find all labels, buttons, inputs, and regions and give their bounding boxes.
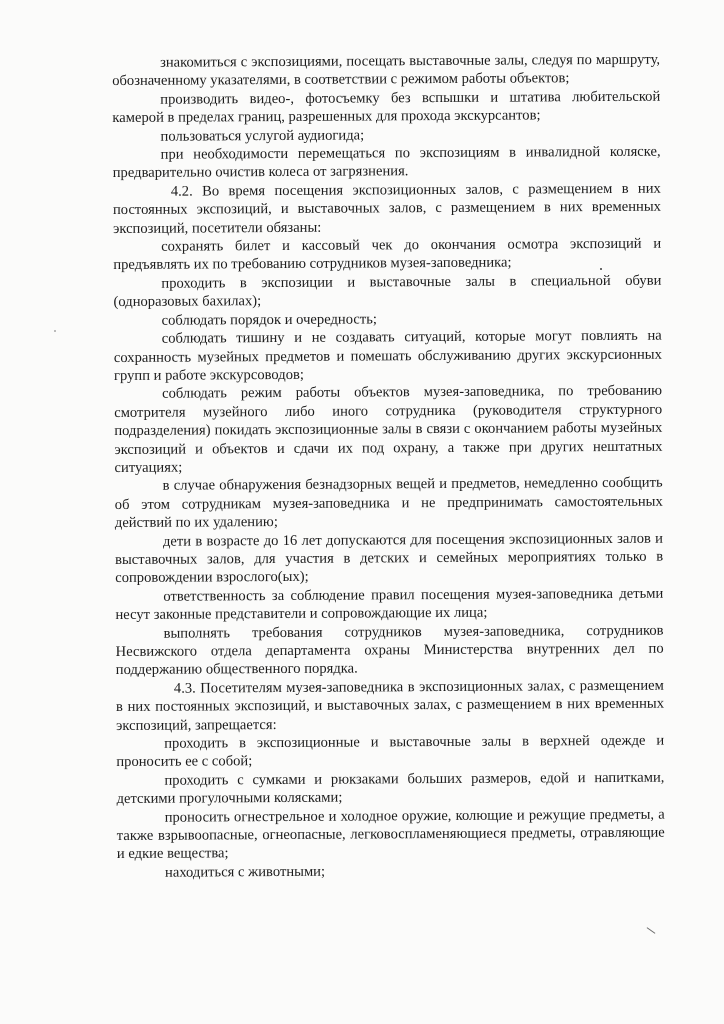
- paragraph-unattended-items: в случае обнаружения безнадзорных вещей и предметов, немедленно сообщить об этом сотрудникам музея-заповедника и не предпринимать самостоятельных действий по их удалению;: [114, 474, 663, 532]
- scan-speck: [600, 268, 602, 270]
- paragraph-weapons: проносить огнестрельное и холодное оружие, колющие и режущие предметы, а также взрывоопасные, огнеопасные, легковоспламеняющиеся предметы, отравляющие и едкие вещества;: [116, 806, 665, 863]
- paragraph-children-age: дети в возрасте до 16 лет допускаются для посещения экспозиционных залов и выставочных залов, для участия в детских и семейных мероприятиях только в сопровождении взрослого(ых);: [115, 530, 664, 587]
- section-4-3-heading: 4.3. Посетителям музея-заповедника в экспозиционных залах, с размещением в них постоянных экспозиций, и выставочных залах, с размещением в них временных экспозиций, запрещается:: [115, 677, 665, 734]
- paragraph-keep-ticket: сохранять билет и кассовый чек до окончания осмотра экспозиций и предъявлять их по требованию сотрудников музея-заповедника;: [113, 235, 662, 274]
- document-body: [112, 51, 665, 883]
- paragraph-animals: находиться с животными;: [164, 863, 326, 881]
- scan-speck: [54, 330, 56, 332]
- paragraph-outerwear: проходить в экспозиционные и выставочные залы в верхней одежде и проносить ее с собой;: [116, 732, 665, 771]
- paragraph-shoe-covers: проходить в экспозиции и выставочные залы в специальной обуви (одноразовых бахилах);: [113, 272, 662, 311]
- paragraph-bags-food: проходить с сумками и рюкзаками больших размеров, едой и напитками, детскими прогулочными колясками;: [116, 769, 665, 808]
- paragraph-order: соблюдать порядок и очередность;: [161, 311, 377, 329]
- paragraph-audioguide: пользоваться услугой аудиогида;: [160, 127, 365, 145]
- paragraph-children-responsibility: ответственность за соблюдение правил посещения музея-заповедника детьми несут законные представители и сопровождающие их лица;: [115, 585, 664, 624]
- paragraph-wheelchair: при необходимости перемещаться по экспозициям в инвалидной коляске, предварительно очистив колеса от загрязнения.: [112, 143, 661, 182]
- section-4-2-heading: 4.2. Во время посещения экспозиционных залов, с размещением в них постоянных экспозиций, и выставочных залов, с размещением в них временных экспозиций, посетители обязаны:: [112, 180, 661, 237]
- paragraph-silence: соблюдать тишину и не создавать ситуаций, которые могут повлиять на сохранность музейных предметов и помешать обслуживанию других экскурсионных групп и работе экскурсоводов;: [113, 327, 662, 384]
- paragraph-photo-video: производить видео-, фотосъемку без вспышки и штатива любительской камерой в пределах границ, разрешенных для прохода экскурсантов;: [112, 88, 661, 127]
- scan-speck: [647, 927, 656, 934]
- paragraph-visit-exhibitions: знакомиться с экспозициями, посещать выставочные залы, следуя по маршруту, обозначенному указателями, в соответствии с режимом работы объектов;: [112, 51, 661, 90]
- paragraph-staff-requirements: выполнять требования сотрудников музея-заповедника, сотрудников Несвижского отдела департамента охраны Министерства внутренних дел по поддержанию общественного порядка.: [115, 622, 664, 679]
- paragraph-working-hours: соблюдать режим работы объектов музея-заповедника, по требованию смотрителя музейного либо иного сотрудника (руководителя структурного подразделения) покидать экспозиционные залы в связи с окончанием работы музейных экспозиций и объектов и сдачи их под охрану, а также при других нештатных ситуациях;: [114, 382, 663, 476]
